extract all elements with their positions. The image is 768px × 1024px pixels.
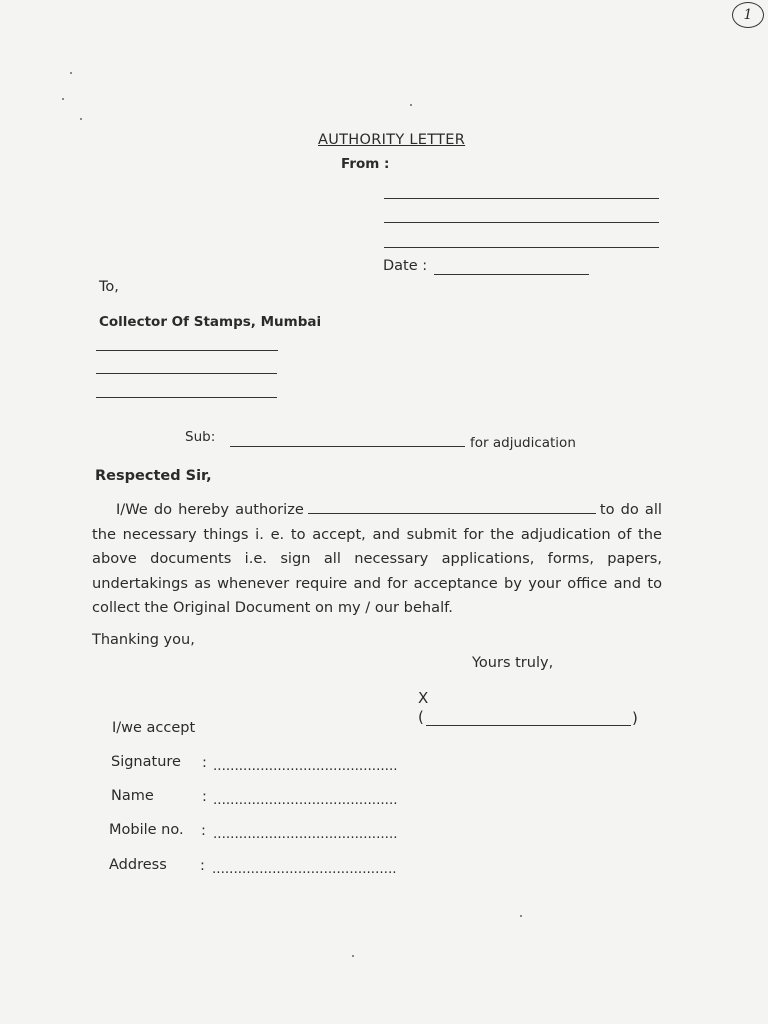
field-colon: : bbox=[202, 789, 207, 805]
field-label: Signature bbox=[111, 754, 181, 770]
field-label: Name bbox=[111, 788, 154, 804]
subject-line[interactable] bbox=[230, 446, 465, 447]
closing: Thanking you, bbox=[92, 632, 195, 648]
signature-close-paren: ) bbox=[632, 709, 638, 727]
field-colon: : bbox=[201, 823, 206, 839]
address-field[interactable]: ........................................... bbox=[212, 861, 397, 877]
signature-open-paren: ( bbox=[418, 708, 424, 726]
field-colon: : bbox=[202, 755, 207, 771]
subject-label: Sub: bbox=[185, 429, 216, 445]
from-line-1[interactable] bbox=[384, 198, 659, 199]
field-label: Mobile no. bbox=[109, 822, 184, 838]
signature-line[interactable] bbox=[426, 725, 631, 726]
scan-speck bbox=[70, 72, 72, 74]
signature-mark: X bbox=[418, 689, 429, 707]
to-label: To, bbox=[99, 279, 119, 295]
sign-off: Yours truly, bbox=[472, 655, 554, 671]
authorized-person-line[interactable] bbox=[308, 499, 596, 514]
from-line-3[interactable] bbox=[384, 247, 659, 248]
date-line[interactable] bbox=[434, 274, 589, 275]
body-lead: I/We do hereby authorize bbox=[116, 501, 304, 518]
page-number: 1 bbox=[732, 2, 764, 28]
mobile-field[interactable]: ........................................... bbox=[213, 826, 398, 842]
date-label: Date : bbox=[383, 258, 428, 274]
acceptance-heading: I/we accept bbox=[112, 720, 196, 736]
name-field[interactable]: ........................................... bbox=[213, 792, 398, 808]
from-line-2[interactable] bbox=[384, 222, 659, 223]
addressee: Collector Of Stamps, Mumbai bbox=[99, 314, 322, 330]
body-text: to do all the necessary things i. e. to accept, and submit for the adjudication of the above documents i.e. sign all necessary applications, forms, papers, undertakings as whenever require and for acceptance by your office and to collect the Original Document on my / our behalf. bbox=[92, 501, 662, 616]
salutation: Respected Sir, bbox=[95, 468, 212, 484]
address-line-1[interactable] bbox=[96, 350, 278, 351]
subject-suffix: for adjudication bbox=[470, 435, 576, 451]
letter-title: AUTHORITY LETTER bbox=[318, 132, 466, 148]
from-label: From : bbox=[341, 156, 390, 172]
scan-speck bbox=[80, 118, 82, 120]
body-paragraph bbox=[92, 498, 662, 621]
signature-field[interactable]: ........................................... bbox=[213, 758, 398, 774]
address-line-2[interactable] bbox=[96, 373, 277, 374]
field-label: Address bbox=[109, 857, 167, 873]
scan-speck bbox=[62, 98, 64, 100]
address-line-3[interactable] bbox=[96, 397, 277, 398]
field-colon: : bbox=[200, 858, 205, 874]
scan-speck bbox=[352, 955, 354, 957]
scan-speck bbox=[520, 915, 522, 917]
scan-speck bbox=[410, 104, 412, 106]
